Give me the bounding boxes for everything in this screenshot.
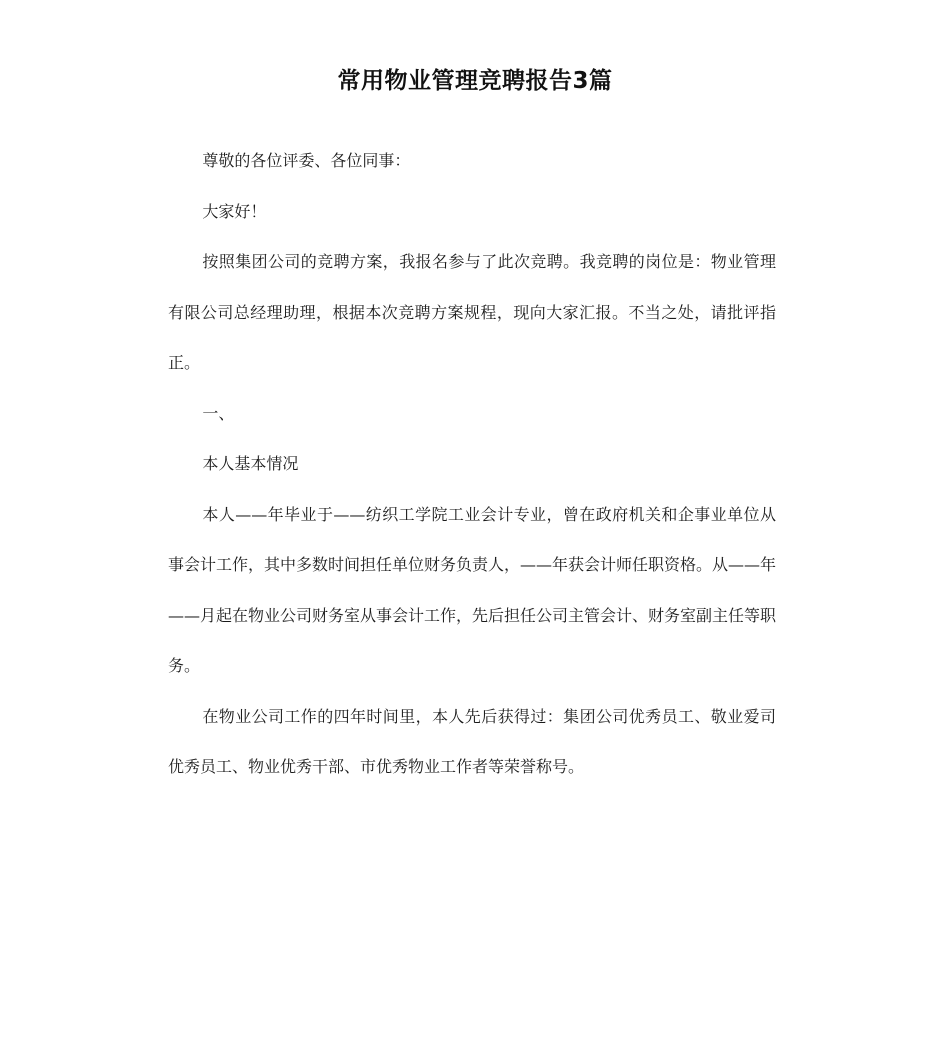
- section-number: 一、: [202, 403, 235, 423]
- background-paragraph: 本人——年毕业于——纺织工学院工业会计专业，曾在政府机关和企事业单位从事会计工作，其中多数时间担任单位财务负责人，——年获会计师任职资格。从——年——月起在物业公司财务室从事会计工作，先后担任公司主管会计、财务室副主任等职务。: [168, 504, 777, 675]
- salutation-paragraph: 尊敬的各位评委、各位同事：: [202, 151, 411, 170]
- greeting-paragraph: 大家好！: [202, 201, 267, 221]
- document-title: 常用物业管理竞聘报告3篇: [337, 68, 613, 94]
- document-body: [168, 136, 776, 793]
- intro-paragraph: 按照集团公司的竞聘方案，我报名参与了此次竞聘。我竞聘的岗位是：物业管理有限公司总经理助理，根据本次竞聘方案规程，现向大家汇报。不当之处，请批评指正。: [168, 252, 776, 372]
- honors-paragraph: 在物业公司工作的四年时间里，本人先后获得过：集团公司优秀员工、敬业爱司优秀员工、物业优秀干部、市优秀物业工作者等荣誉称号。: [168, 706, 776, 776]
- section-heading: 本人基本情况: [202, 454, 299, 473]
